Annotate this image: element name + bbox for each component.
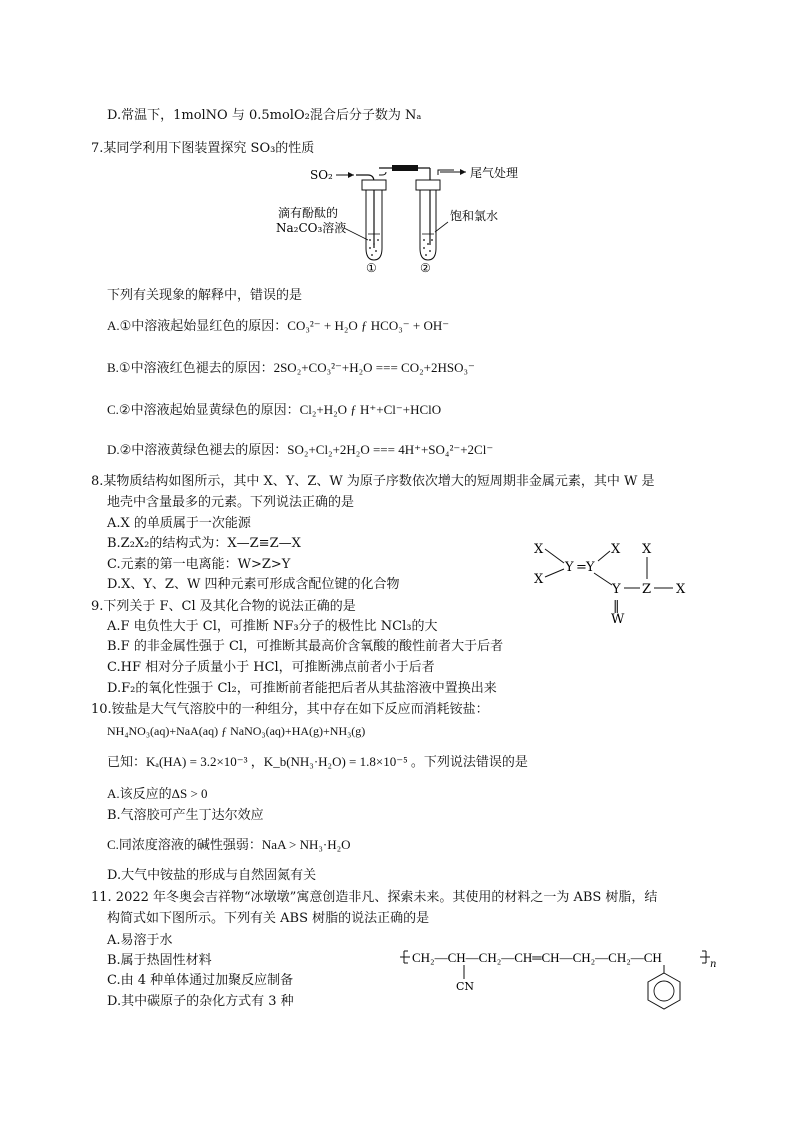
tube1-label-2: Na₂CO₃溶液: [276, 221, 347, 235]
q7-option-a: A.①中溶液起始显红色的原因：CO₃²⁻ + H₂O ƒ HCO₃⁻ + OH⁻: [107, 318, 450, 333]
q8-option-a: A.X 的单质属于一次能源: [107, 516, 251, 531]
atom-y: Y: [586, 560, 595, 575]
q7-option-c: C.②中溶液起始显黄绿色的原因：Cl₂+H₂O ƒ H⁺+Cl⁻+HClO: [107, 402, 442, 417]
abs-main-chain: CH₂—CH—CH₂—CH═CH—CH₂—CH₂—CH: [412, 950, 662, 965]
atom-y: Y: [565, 560, 574, 575]
atom-x: X: [611, 542, 621, 557]
q6-option-d: D.常温下，1molNO 与 0.5molO₂混合后分子数为 Nₐ: [107, 108, 422, 123]
q10-stem: 10.铵盐是大气气溶胶中的一种组分，其中存在如下反应而消耗铵盐：: [91, 702, 489, 717]
q8-option-b: B.Z₂X₂的结构式为：X—Z≡Z—X: [107, 536, 301, 551]
abs-n-subscript: n: [710, 959, 717, 970]
q8-option-d: D.X、Y、Z、W 四种元素可形成含配位键的化合物: [107, 577, 400, 592]
atom-z: Z: [642, 582, 652, 597]
q7-option-b: B.①中溶液红色褪去的原因：2SO₂+CO₃²⁻+H₂O === CO₂+2HSO₃⁻: [107, 360, 475, 375]
q9-stem: 9.下列关于 F、Cl 及其化合物的说法正确的是: [91, 599, 356, 614]
atom-w: W: [611, 612, 625, 625]
atom-x: X: [534, 542, 544, 557]
tube1-number: ①: [366, 261, 377, 275]
q9-option-c: C.HF 相对分子质量小于 HCl，可推断沸点前者小于后者: [107, 660, 435, 675]
q7-stem: 7.某同学利用下图装置探究 SO₃的性质: [91, 141, 315, 156]
q11-option-b: B.属于热固性材料: [107, 953, 212, 968]
q8-structure-figure: [528, 535, 698, 625]
atom-y: Y: [612, 582, 621, 597]
tube2-label: 饱和氯水: [450, 209, 499, 223]
q10-option-a: A.该反应的ΔS > 0: [107, 786, 208, 801]
q9-option-b: B.F 的非金属性强于 Cl，可推断其最高价含氧酸的酸性前者大于后者: [107, 639, 504, 654]
atom-x: X: [676, 582, 686, 597]
q10-known: 已知：Kₐ(HA) = 3.2×10⁻³ ，K_b(NH₃·H₂O) = 1.8×10⁻⁵ 。下列说法错误的是: [107, 754, 528, 769]
q8-stem-line1: 8.某物质结构如图所示，其中 X、Y、Z、W 为原子序数依次增大的短周期非金属元素，其中 W 是: [91, 474, 655, 489]
q7-option-d: D.②中溶液黄绿色褪去的原因：SO₂+Cl₂+2H₂O === 4H⁺+SO₄²⁻+2Cl⁻: [107, 442, 494, 457]
q11-abs-structure: [398, 945, 728, 1025]
q11-stem-line2: 构简式如下图所示。下列有关 ABS 树脂的说法正确的是: [107, 911, 430, 926]
q7-question: 下列有关现象的解释中，错误的是: [107, 288, 303, 303]
double-bond: =: [576, 560, 587, 575]
q7-apparatus-figure: [270, 160, 540, 275]
double-bond-vertical: ‖: [613, 599, 620, 614]
q10-option-c: C.同浓度溶液的碱性强弱：NaA > NH₃·H₂O: [107, 837, 351, 852]
q8-stem-line2: 地壳中含量最多的元素。下列说法正确的是: [107, 495, 355, 510]
q8-option-c: C.元素的第一电离能：W>Z>Y: [107, 557, 291, 572]
q11-stem-line1: 11. 2022 年冬奥会吉祥物“冰墩墩”寓意创造非凡、探索未来。其使用的材料之一为 ABS 树脂，结: [91, 890, 658, 905]
q9-option-a: A.F 电负性大于 Cl，可推断 NF₃分子的极性比 NCl₃的大: [107, 619, 438, 634]
tube1-label-1: 滴有酚酞的: [278, 206, 339, 220]
q11-option-a: A.易溶于水: [107, 933, 173, 948]
q11-option-c: C.由 4 种单体通过加聚反应制备: [107, 973, 294, 988]
q10-option-d: D.大气中铵盐的形成与自然固氮有关: [107, 868, 317, 883]
q9-option-d: D.F₂的氧化性强于 Cl₂，可推断前者能把后者从其盐溶液中置换出来: [107, 681, 497, 696]
exhaust-label: 尾气处理: [470, 166, 519, 180]
atom-x: X: [534, 572, 544, 587]
tube2-number: ②: [420, 261, 431, 275]
atom-x: X: [642, 542, 652, 557]
so2-label: SO₂: [310, 168, 333, 182]
q10-reaction: NH₄NO₃(aq)+NaA(aq) ƒ NaNO₃(aq)+HA(g)+NH₃(g): [107, 724, 366, 738]
abs-cn-group: CN: [456, 980, 475, 993]
q11-option-d: D.其中碳原子的杂化方式有 3 种: [107, 994, 294, 1009]
q10-option-b: B.气溶胶可产生丁达尔效应: [107, 808, 264, 823]
